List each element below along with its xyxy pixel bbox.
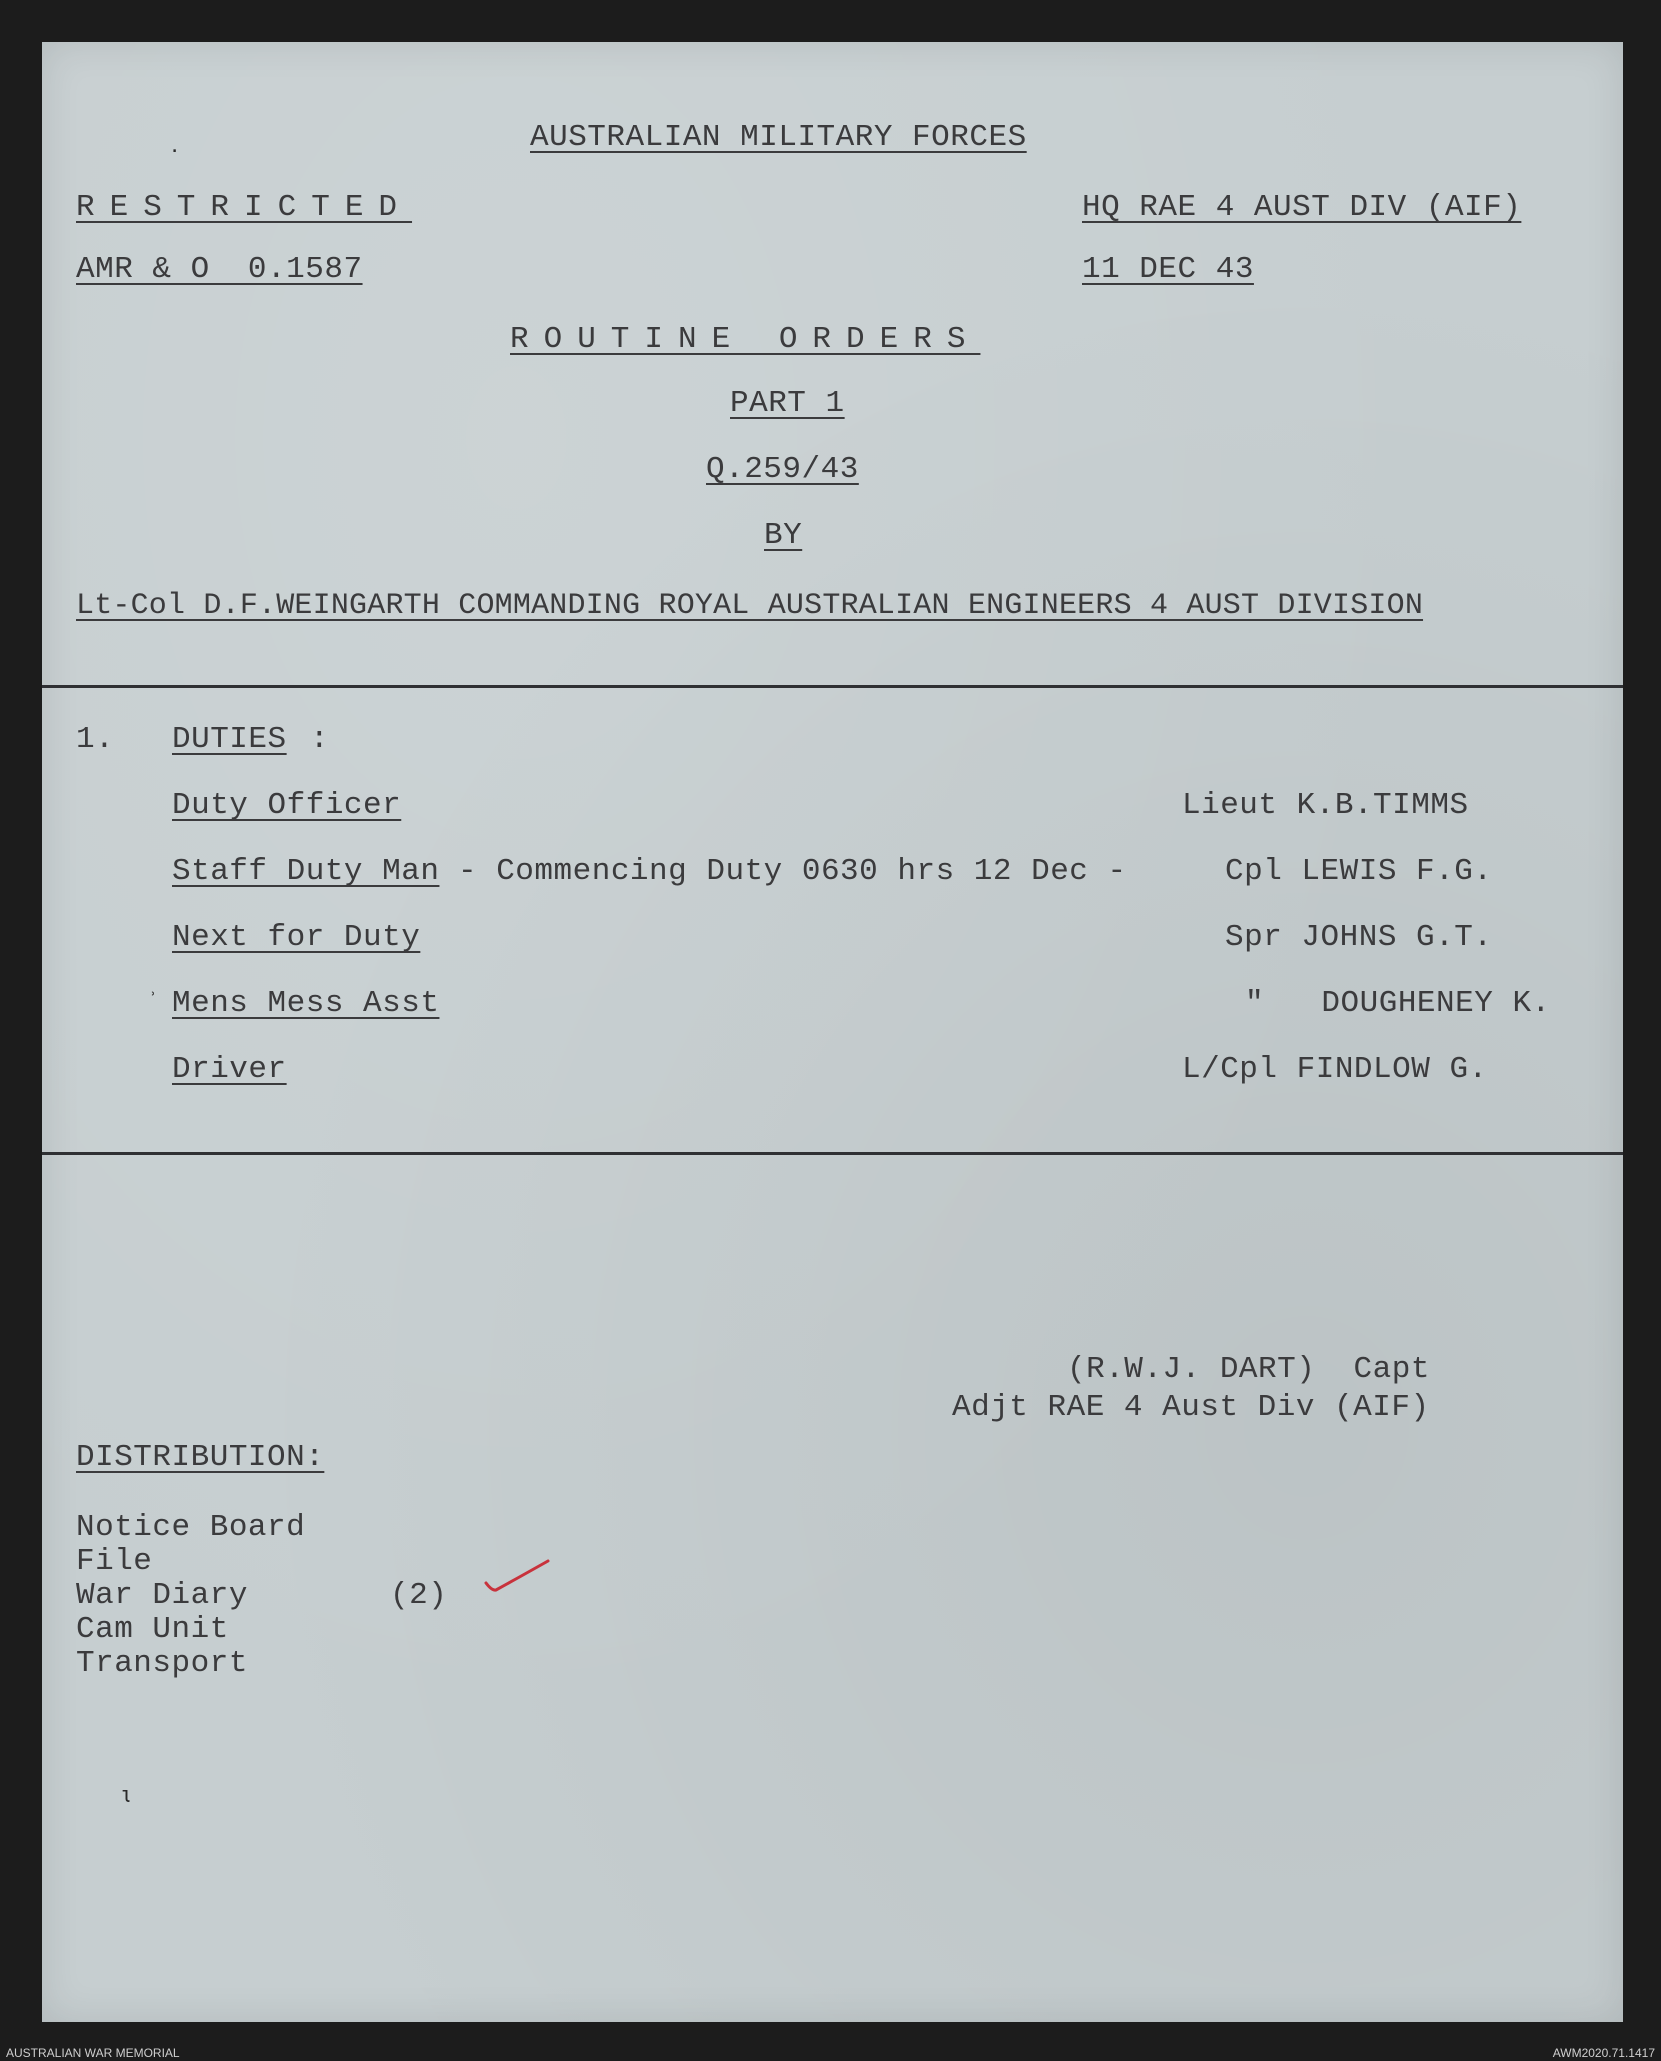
duty-role-staff-duty-man: Staff Duty Man: [172, 854, 440, 889]
distribution-item-notice-board: Notice Board: [76, 1510, 306, 1545]
document-header-title: AUSTRALIAN MILITARY FORCES: [530, 120, 1027, 155]
margin-tick-mark: ʾ: [146, 990, 160, 1015]
distribution-heading: DISTRIBUTION:: [76, 1440, 325, 1475]
section-divider-bottom: [42, 1152, 1623, 1155]
distribution-item-file: File: [76, 1544, 153, 1579]
duties-colon: :: [310, 722, 330, 757]
hq-label: HQ RAE 4 AUST DIV (AIF): [1082, 190, 1522, 225]
signature-title: Adjt RAE 4 Aust Div (AIF): [952, 1390, 1430, 1425]
duty-role-driver: Driver: [172, 1052, 287, 1087]
duties-heading: DUTIES: [172, 722, 287, 757]
duty-name-mens-mess-asst: " DOUGHENEY K.: [1245, 986, 1551, 1021]
footer-archive-id: AWM2020.71.1417: [1552, 2046, 1655, 2060]
distribution-item-transport: Transport: [76, 1646, 248, 1681]
order-number: Q.259/43: [706, 452, 859, 487]
section-divider-top: [42, 685, 1623, 688]
duty-name-staff-duty-man: Cpl LEWIS F.G.: [1225, 854, 1493, 889]
margin-ink-mark: ٠: [168, 139, 182, 164]
reference-number: AMR & O 0.1587: [76, 252, 363, 287]
footer-archive-name: AUSTRALIAN WAR MEMORIAL: [6, 2046, 180, 2060]
document-title: ROUTINE ORDERS: [510, 322, 981, 357]
margin-pencil-mark: ɩ: [120, 1784, 134, 1809]
duty-name-next-for-duty: Spr JOHNS G.T.: [1225, 920, 1493, 955]
red-check-mark-icon: [482, 1557, 557, 1602]
part-label: PART 1: [730, 386, 845, 421]
duty-role-duty-officer: Duty Officer: [172, 788, 402, 823]
distribution-item-war-diary: War Diary: [76, 1578, 248, 1613]
document-date: 11 DEC 43: [1082, 252, 1254, 287]
document-page: [42, 42, 1623, 2022]
distribution-item-cam-unit: Cam Unit: [76, 1612, 229, 1647]
duties-section-number: 1.: [76, 722, 115, 757]
signature-name: (R.W.J. DART) Capt: [1067, 1352, 1430, 1387]
duty-name-driver: L/Cpl FINDLOW G.: [1182, 1052, 1488, 1087]
classification-label: RESTRICTED: [76, 190, 413, 225]
duty-note-staff-duty-man: - Commencing Duty 0630 hrs 12 Dec -: [458, 854, 1127, 889]
by-label: BY: [764, 518, 803, 553]
duty-role-mens-mess-asst: Mens Mess Asst: [172, 986, 440, 1021]
duty-role-next-for-duty: Next for Duty: [172, 920, 421, 955]
war-diary-copies: (2): [390, 1578, 448, 1613]
duty-name-duty-officer: Lieut K.B.TIMMS: [1182, 788, 1469, 823]
commander-line: Lt-Col D.F.WEINGARTH COMMANDING ROYAL AUSTRALIAN ENGINEERS 4 AUST DIVISION: [76, 589, 1424, 623]
